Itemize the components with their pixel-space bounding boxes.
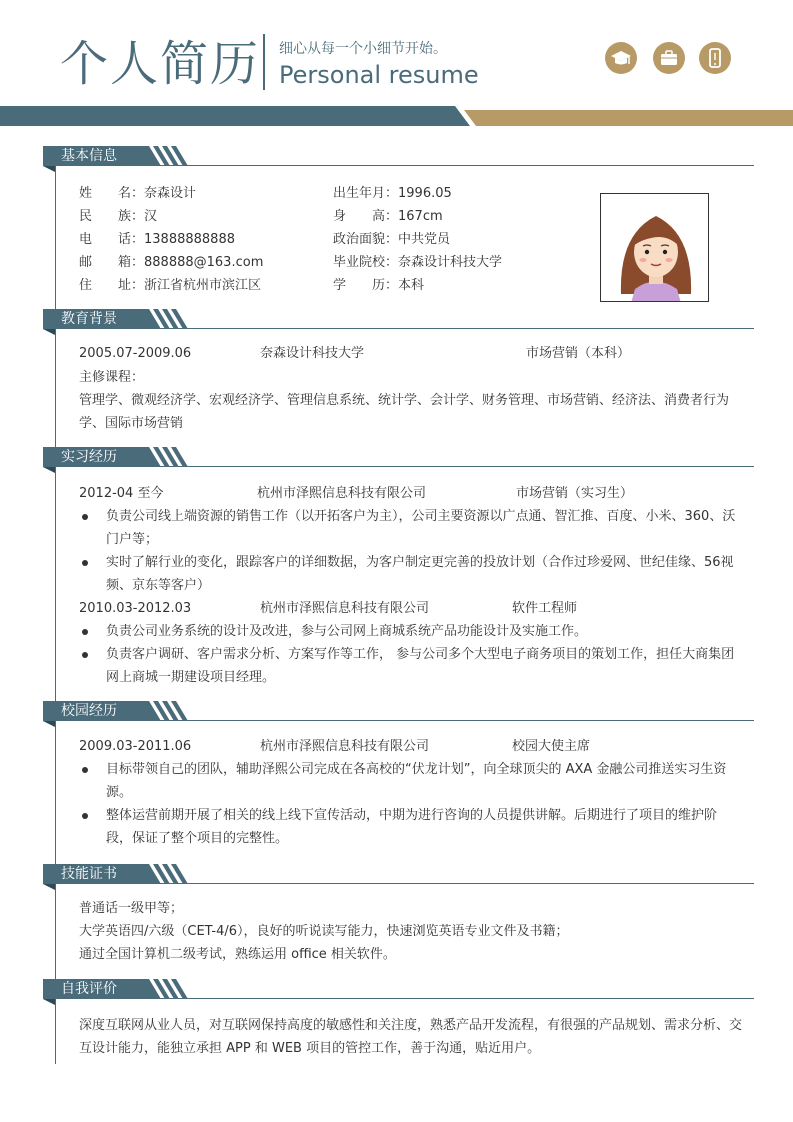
info-height: 身 高：167cm	[333, 209, 443, 224]
campus-bullet: 目标带领自己的团队，辅助泽熙公司完成在各高校的“伏龙计划”，向全球顶尖的 AXA 金融公司推送实习生资源。	[106, 762, 727, 800]
header-subtitle-en: Personal resume	[279, 61, 479, 89]
bullet-dot	[82, 629, 88, 635]
campus-role: 校园大使主席	[512, 739, 591, 754]
section-stripes	[141, 864, 221, 884]
section-header-internship	[43, 447, 754, 471]
skill-line: 大学英语四/六级（CET-4/6），良好的听说读写能力，快速浏览英语专业文件及书籍；	[79, 924, 569, 939]
section-title: 教育背景	[43, 309, 143, 329]
section-title: 技能证书	[43, 864, 143, 884]
job-bullet: 负责公司线上端资源的销售工作（以开拓客户为主），公司主要资源以广点通、智汇推、百度、小米、360、沃门户等；	[106, 509, 736, 547]
bullet-dot	[82, 514, 88, 520]
job-role: 市场营销（实习生）	[516, 486, 634, 501]
section-stripes	[141, 979, 221, 999]
header-divider	[263, 34, 265, 90]
phone-icon	[699, 42, 731, 74]
skill-line: 通过全国计算机二级考试，熟练运用 office 相关软件。	[79, 947, 396, 962]
edu-courses-label: 主修课程：	[79, 370, 145, 385]
job-company: 杭州市泽熙信息科技有限公司	[257, 486, 427, 501]
header-band-gold	[464, 110, 793, 126]
job-bullet: 负责客户调研、客户需求分析、方案写作等工作， 参与公司多个大型电子商务项目的策划工作，担任大商集团网上商城一期建设项目经理。	[106, 647, 735, 685]
section-title: 校园经历	[43, 701, 143, 721]
section-stripes	[141, 309, 221, 329]
bullet-dot	[82, 652, 88, 658]
section-header-education	[43, 309, 754, 333]
bullet-dot	[82, 813, 88, 819]
section-stripes	[141, 146, 221, 166]
campus-bullet: 整体运营前期开展了相关的线上线下宣传活动，中期为进行咨询的人员提供讲解。后期进行了项目的维护阶段，保证了整个项目的完整性。	[106, 808, 718, 846]
graduation-cap-icon	[605, 42, 637, 74]
profile-photo	[600, 193, 709, 302]
job-period: 2012-04 至今	[79, 486, 164, 501]
timeline-line	[55, 164, 56, 1064]
avatar-illustration	[601, 194, 709, 302]
job-bullet: 实时了解行业的变化，跟踪客户的详细数据，为客户制定更完善的投放计划（合作过珍爱网、世纪佳缘、56视频、京东等客户）	[106, 555, 734, 593]
info-phone: 电 话：13888888888	[79, 232, 235, 247]
briefcase-icon	[653, 42, 685, 74]
header-slogan: 细心从每一个小细节开始。	[279, 41, 447, 57]
section-title: 基本信息	[43, 146, 143, 166]
info-address: 住 址：浙江省杭州市滨江区	[79, 278, 262, 293]
section-header-skills	[43, 864, 754, 888]
section-header-self	[43, 979, 754, 1003]
campus-company: 杭州市泽熙信息科技有限公司	[260, 739, 430, 754]
job-company: 杭州市泽熙信息科技有限公司	[260, 601, 430, 616]
page-title: 个人简历	[60, 36, 261, 92]
info-ethnicity: 民 族：汉	[79, 209, 158, 224]
section-stripes	[141, 447, 221, 467]
job-role: 软件工程师	[512, 601, 578, 616]
bullet-dot	[82, 767, 88, 773]
bullet-dot	[82, 560, 88, 566]
section-header-campus	[43, 701, 754, 725]
job-bullet: 负责公司业务系统的设计及改进，参与公司网上商城系统产品功能设计及实施工作。	[106, 624, 588, 639]
campus-period: 2009.03-2011.06	[79, 739, 192, 754]
info-political: 政治面貌：中共党员	[333, 232, 451, 247]
job-period: 2010.03-2012.03	[79, 601, 192, 616]
edu-period: 2005.07-2009.06	[79, 346, 192, 361]
section-title: 自我评价	[43, 979, 143, 999]
section-stripes	[141, 701, 221, 721]
section-title: 实习经历	[43, 447, 143, 467]
info-birth: 出生年月：1996.05	[333, 186, 452, 201]
info-email: 邮 箱：888888@163.com	[79, 255, 264, 270]
section-header-basic	[43, 146, 754, 170]
edu-major: 市场营销（本科）	[526, 346, 631, 361]
info-school: 毕业院校：奈森设计科技大学	[333, 255, 503, 270]
info-degree: 学 历：本科	[333, 278, 425, 293]
header-band-blue	[0, 106, 470, 126]
edu-courses: 管理学、微观经济学、宏观经济学、管理信息系统、统计学、会计学、财务管理、市场营销、经济法、消费者行为学、国际市场营销	[79, 393, 730, 431]
info-name: 姓 名：奈森设计	[79, 186, 197, 201]
edu-school: 奈森设计科技大学	[260, 346, 365, 361]
skill-line: 普通话一级甲等；	[79, 901, 184, 916]
self-evaluation-text: 深度互联网从业人员，对互联网保持高度的敏感性和关注度，熟悉产品开发流程，有很强的产品规划、需求分析、交互设计能力，能独立承担 APP 和 WEB 项目的管控工作，善于沟通，贴近用户。	[79, 1018, 743, 1056]
